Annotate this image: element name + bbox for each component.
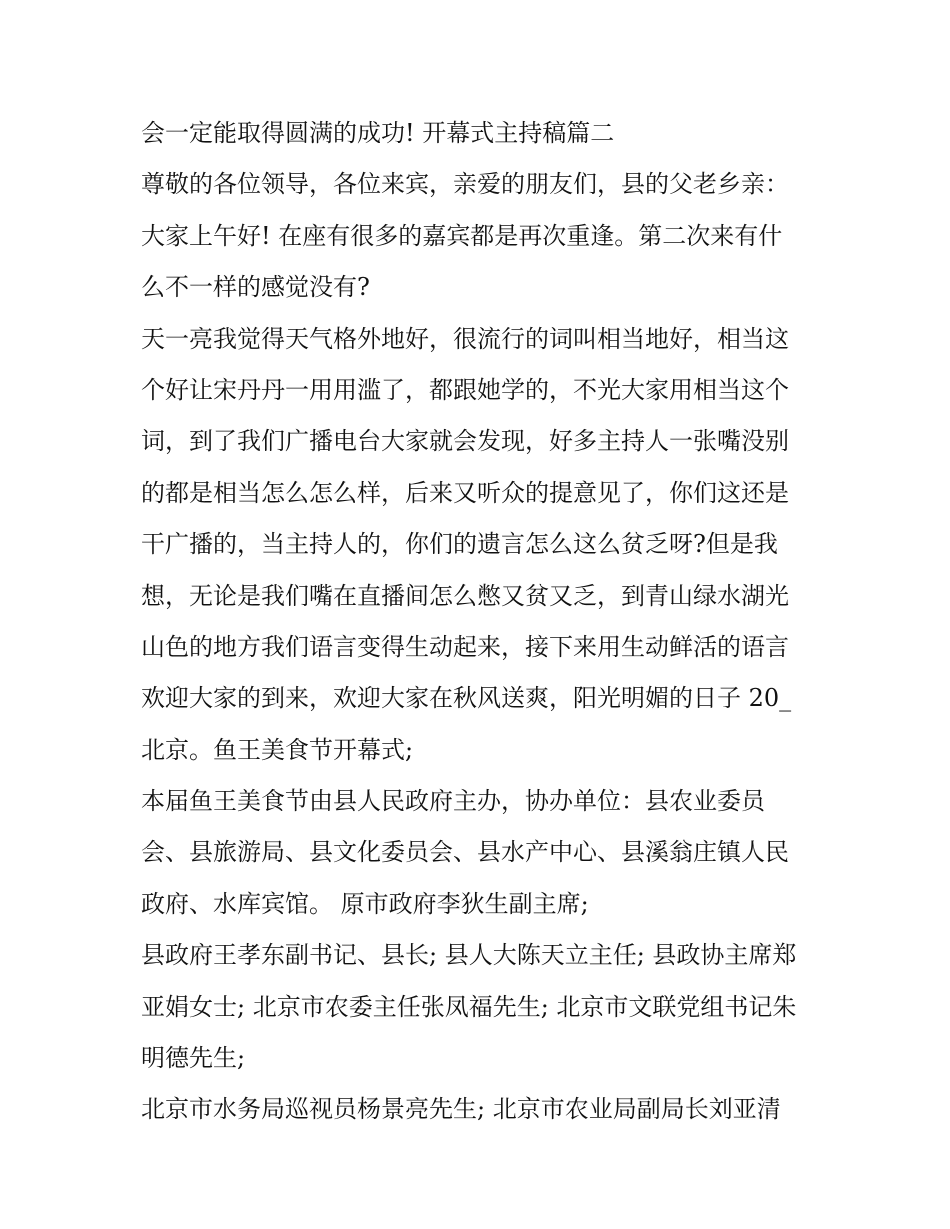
text-line: 北京市水务局巡视员杨景亮先生; 北京市农业局副局长刘亚清 xyxy=(141,1095,781,1124)
text-line: 干广播的，当主持人的，你们的遗言怎么这么贫乏呀?但是我 xyxy=(141,530,778,559)
text-line: 会一定能取得圆满的成功! 开幕式主持稿篇二 xyxy=(141,119,615,147)
text-line: 么不一样的感觉没有? xyxy=(141,273,370,302)
text-line: 大家上午好! 在座有很多的嘉宾都是再次重逢。第二次来有什 xyxy=(141,221,783,250)
text-line: 词，到了我们广播电台大家就会发现，好多主持人一张嘴没别 xyxy=(141,427,789,456)
text-line: 山色的地方我们语言变得生动起来，接下来用生动鲜活的语言 xyxy=(141,632,789,661)
text-line: 欢迎大家的到来，欢迎大家在秋风送爽，阳光明媚的日子 20_ xyxy=(141,684,792,713)
text-line: 政府、水库宾馆。 原市政府李狄生副主席; xyxy=(141,889,589,918)
text-line: 本届鱼王美食节由县人民政府主办，协办单位：县农业委员 xyxy=(141,787,765,816)
text-line: 会、县旅游局、县文化委员会、县水产中心、县溪翁庄镇人民 xyxy=(141,838,789,867)
document-body xyxy=(141,108,821,1136)
text-line: 亚娟女士; 北京市农委主任张凤福先生; 北京市文联党组书记朱 xyxy=(141,992,797,1021)
text-line: 北京。鱼王美食节开幕式; xyxy=(141,735,414,764)
text-line: 尊敬的各位领导，各位来宾，亲爱的朋友们，县的父老乡亲： xyxy=(141,170,789,199)
text-line: 的都是相当怎么怎么样，后来又听众的提意见了，你们这还是 xyxy=(141,478,789,507)
text-line: 明德先生; xyxy=(141,1044,246,1073)
text-line: 个好让宋丹丹一用用滥了，都跟她学的，不光大家用相当这个 xyxy=(141,375,789,404)
text-line: 县政府王孝东副书记、县长; 县人大陈天立主任; 县政协主席郑 xyxy=(141,941,797,970)
text-line: 想，无论是我们嘴在直播间怎么憋又贫又乏，到青山绿水湖光 xyxy=(141,581,789,610)
text-line: 天一亮我觉得天气格外地好，很流行的词叫相当地好，相当这 xyxy=(141,324,789,353)
